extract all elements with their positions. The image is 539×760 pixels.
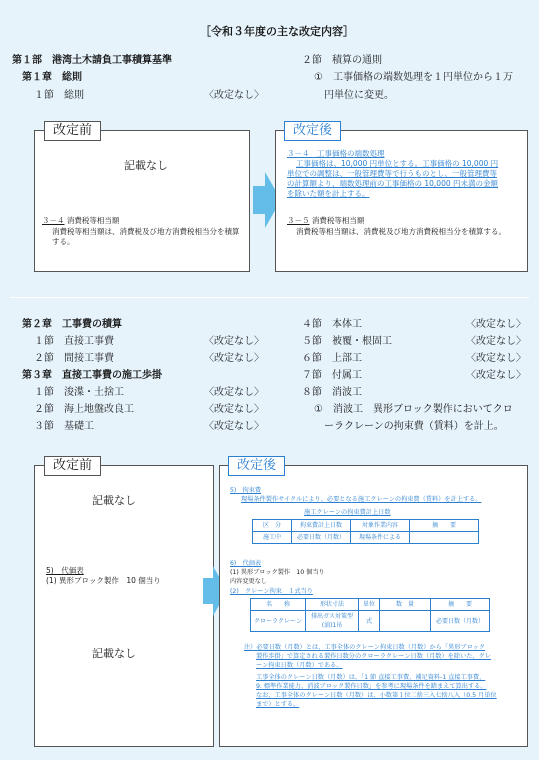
box1-after-item1-line2: 単位での調整は、一般管理費等で行うものとし、一般管理費等 bbox=[287, 169, 497, 178]
t1-row-1: 必要日数（月数） bbox=[292, 532, 351, 544]
s2-left-5-status: 〈改定なし〉 bbox=[204, 404, 264, 415]
box2-after-note1: 注）必要日数（月数）とは、工事全体のクレーン拘束日数（月数）から「異形ブロック bbox=[244, 644, 486, 651]
right-item-line2: 円単位に変更。 bbox=[324, 90, 394, 101]
box2-after-table1 bbox=[252, 519, 479, 544]
box2-before-item-body: (1) 異形ブロック製作 10 個当り bbox=[46, 576, 161, 585]
s2-left-1-label: １節 直接工事費 bbox=[34, 336, 114, 347]
box2-after-table2 bbox=[250, 598, 490, 632]
s2-right-1-label: ５節 被覆・根固工 bbox=[302, 336, 392, 347]
right-setsu-label: ２節 積算の通則 bbox=[302, 55, 382, 66]
box2-after-note5: 9. 標準作業能力、消波ブロック製作日数」を参考に現場条件を踏まえて算出する。 bbox=[256, 683, 487, 690]
s2-right-item-line1: ① 消波工 異形ブロック製作においてクロ bbox=[314, 404, 513, 415]
box2-after-tag: 改定後 bbox=[228, 456, 285, 476]
box1-before-tag: 改定前 bbox=[44, 121, 101, 141]
s2-right-2-label: ６節 上部工 bbox=[302, 353, 362, 364]
box1-before-none: 記載なし bbox=[124, 159, 168, 172]
t2-row-1: 排出ガス対策型(油)1吊 bbox=[306, 611, 359, 632]
t1-head-1: 拘束費計上日数 bbox=[292, 520, 351, 532]
t2-head-0: 名 称 bbox=[251, 599, 306, 611]
box1-before-item-head bbox=[42, 216, 119, 226]
box1-after-item2-num: ３－５ bbox=[287, 216, 310, 225]
box2-after-table1-title: 施工クレーンの拘束費計上日数 bbox=[304, 509, 391, 516]
box1-after-item2-head bbox=[287, 216, 364, 226]
s2-left-6-label: ３節 基礎工 bbox=[34, 421, 94, 432]
box2-before-none-top: 記載なし bbox=[92, 494, 136, 507]
box2-after-note2: 製作歩掛」で算定される製作日数分のクローラクレーン日数（月数）を除いた、クレ bbox=[256, 653, 491, 660]
s2-left-4-label: １節 浚渫・土捨工 bbox=[34, 387, 124, 398]
box2-after-s6-line1: (1) 異形ブロック製作 10 個当り bbox=[230, 569, 325, 576]
t1-row-2: 現場条件による bbox=[351, 532, 410, 544]
box1-after-tag: 改定後 bbox=[284, 121, 341, 141]
s2-left-4-status: 〈改定なし〉 bbox=[204, 387, 264, 398]
box2-after-note6: なお、工事全体のクレーン日数（月数）は、小数第１位二捨三入七捨八入（0.5 月単位 bbox=[256, 692, 497, 699]
s2-left-1-status: 〈改定なし〉 bbox=[204, 336, 264, 347]
setsu1-status: 〈改定なし〉 bbox=[204, 90, 264, 101]
box1-after-item1-line4: を除いた額を計上する。 bbox=[287, 189, 370, 198]
box2-after-s6-text: 6) 代価表 bbox=[230, 560, 262, 567]
t2-row-2: 式 bbox=[359, 611, 380, 632]
s2-left-0-label: 第２章 工事費の積算 bbox=[22, 319, 122, 330]
t1-head-3: 摘 要 bbox=[410, 520, 479, 532]
s2-right-3-label: ７節 付属工 bbox=[302, 370, 362, 381]
box1-after-item2-title: 消費税等相当額 bbox=[311, 216, 365, 225]
part-title: 第１部 港湾土木請負工事積算基準 bbox=[12, 55, 172, 66]
s2-right-0-label: ４節 本体工 bbox=[302, 319, 362, 330]
t2-head-3: 数 量 bbox=[380, 599, 431, 611]
s2-right-0-status: 〈改定なし〉 bbox=[466, 319, 526, 330]
box2-before bbox=[34, 465, 214, 747]
t2-row-3 bbox=[380, 611, 431, 632]
box2-after-note3: ーン拘束日数（月数）である。 bbox=[256, 662, 343, 669]
box2-before-tag: 改定前 bbox=[44, 456, 101, 476]
box1-after-item1-title: ３－４ 工事価格の端数処理 bbox=[287, 149, 385, 158]
box2-after-s6-line2: 内容変更なし bbox=[230, 578, 268, 585]
s2-left-6-status: 〈改定なし〉 bbox=[204, 421, 264, 432]
box1-before-item-title: 消費税等相当額 bbox=[66, 216, 120, 225]
box1-after-item1-line1: 工事価格は、10,000 円単位とする。工事価格の 10,000 円 bbox=[296, 159, 499, 168]
box2-before-item-head-text: 5) 代価表 bbox=[46, 566, 84, 575]
box1-before-item-body: 消費税等相当額は、消費税及び地方消費税相当分を積算する。 bbox=[52, 227, 240, 246]
s2-left-2-status: 〈改定なし〉 bbox=[204, 353, 264, 364]
box2-after-s5: 5) 拘束費 bbox=[230, 487, 262, 494]
t1-row-0: 施工中 bbox=[253, 532, 292, 544]
page-heading: ［令和３年度の主な改定内容］ bbox=[200, 25, 354, 38]
box1-after-item1-line3: の計算額より、端数処理前の工事価格の 10,000 円未満の金額 bbox=[287, 179, 499, 188]
setsu1-label: １節 総則 bbox=[34, 90, 84, 101]
s2-right-item-line2: ーラクレーンの拘束費（賃料）を計上。 bbox=[324, 421, 504, 432]
box2-before-item-head bbox=[46, 566, 84, 576]
s2-right-4-label: ８節 消波工 bbox=[302, 387, 362, 398]
box1-before-item-num: ３－４ bbox=[42, 216, 65, 225]
t1-head-2: 対象作業内容 bbox=[351, 520, 410, 532]
t2-row-0: クローラクレーン bbox=[251, 611, 306, 632]
t2-row-4: 必要日数（月数） bbox=[431, 611, 490, 632]
t1-row-3 bbox=[410, 532, 479, 544]
t2-head-4: 摘 要 bbox=[431, 599, 490, 611]
s2-left-3-label: 第３章 直接工事費の施工歩掛 bbox=[22, 370, 162, 381]
s2-left-2-label: ２節 間接工事費 bbox=[34, 353, 114, 364]
s2-right-3-status: 〈改定なし〉 bbox=[466, 370, 526, 381]
box1-before bbox=[34, 130, 250, 272]
t2-head-2: 単位 bbox=[359, 599, 380, 611]
box1-after-item2-body: 消費税等相当額は、消費税及び地方消費税相当分を積算する。 bbox=[296, 227, 506, 236]
box2-before-none-bottom: 記載なし bbox=[92, 647, 136, 660]
s2-right-2-status: 〈改定なし〉 bbox=[466, 353, 526, 364]
section-divider bbox=[10, 297, 529, 298]
right-item-line1: ① 工事価格の端数処理を１円単位から１万 bbox=[314, 72, 513, 83]
t1-head-0: 区 分 bbox=[253, 520, 292, 532]
box2-after-s6-line3: (2) クレーン拘束 １式当り bbox=[230, 588, 313, 595]
chapter1-title: 第１章 総則 bbox=[22, 72, 82, 83]
box2-after-s5-body: 現場条件製作サイクルにより、必要となる施工クレーンの拘束費（賃料）を計上する。 bbox=[241, 496, 482, 503]
box2-after-note4: 工事全体のクレーン日数（月数）は、「1 節 直接工事費、補足資料-1 直接工事費、 bbox=[256, 674, 486, 681]
box2-after-s6 bbox=[230, 559, 261, 568]
s2-left-5-label: ２節 海上地盤改良工 bbox=[34, 404, 134, 415]
box2-after-note7: まで）とする。 bbox=[256, 701, 300, 708]
s2-right-1-status: 〈改定なし〉 bbox=[466, 336, 526, 347]
t2-head-1: 形状寸法 bbox=[306, 599, 359, 611]
